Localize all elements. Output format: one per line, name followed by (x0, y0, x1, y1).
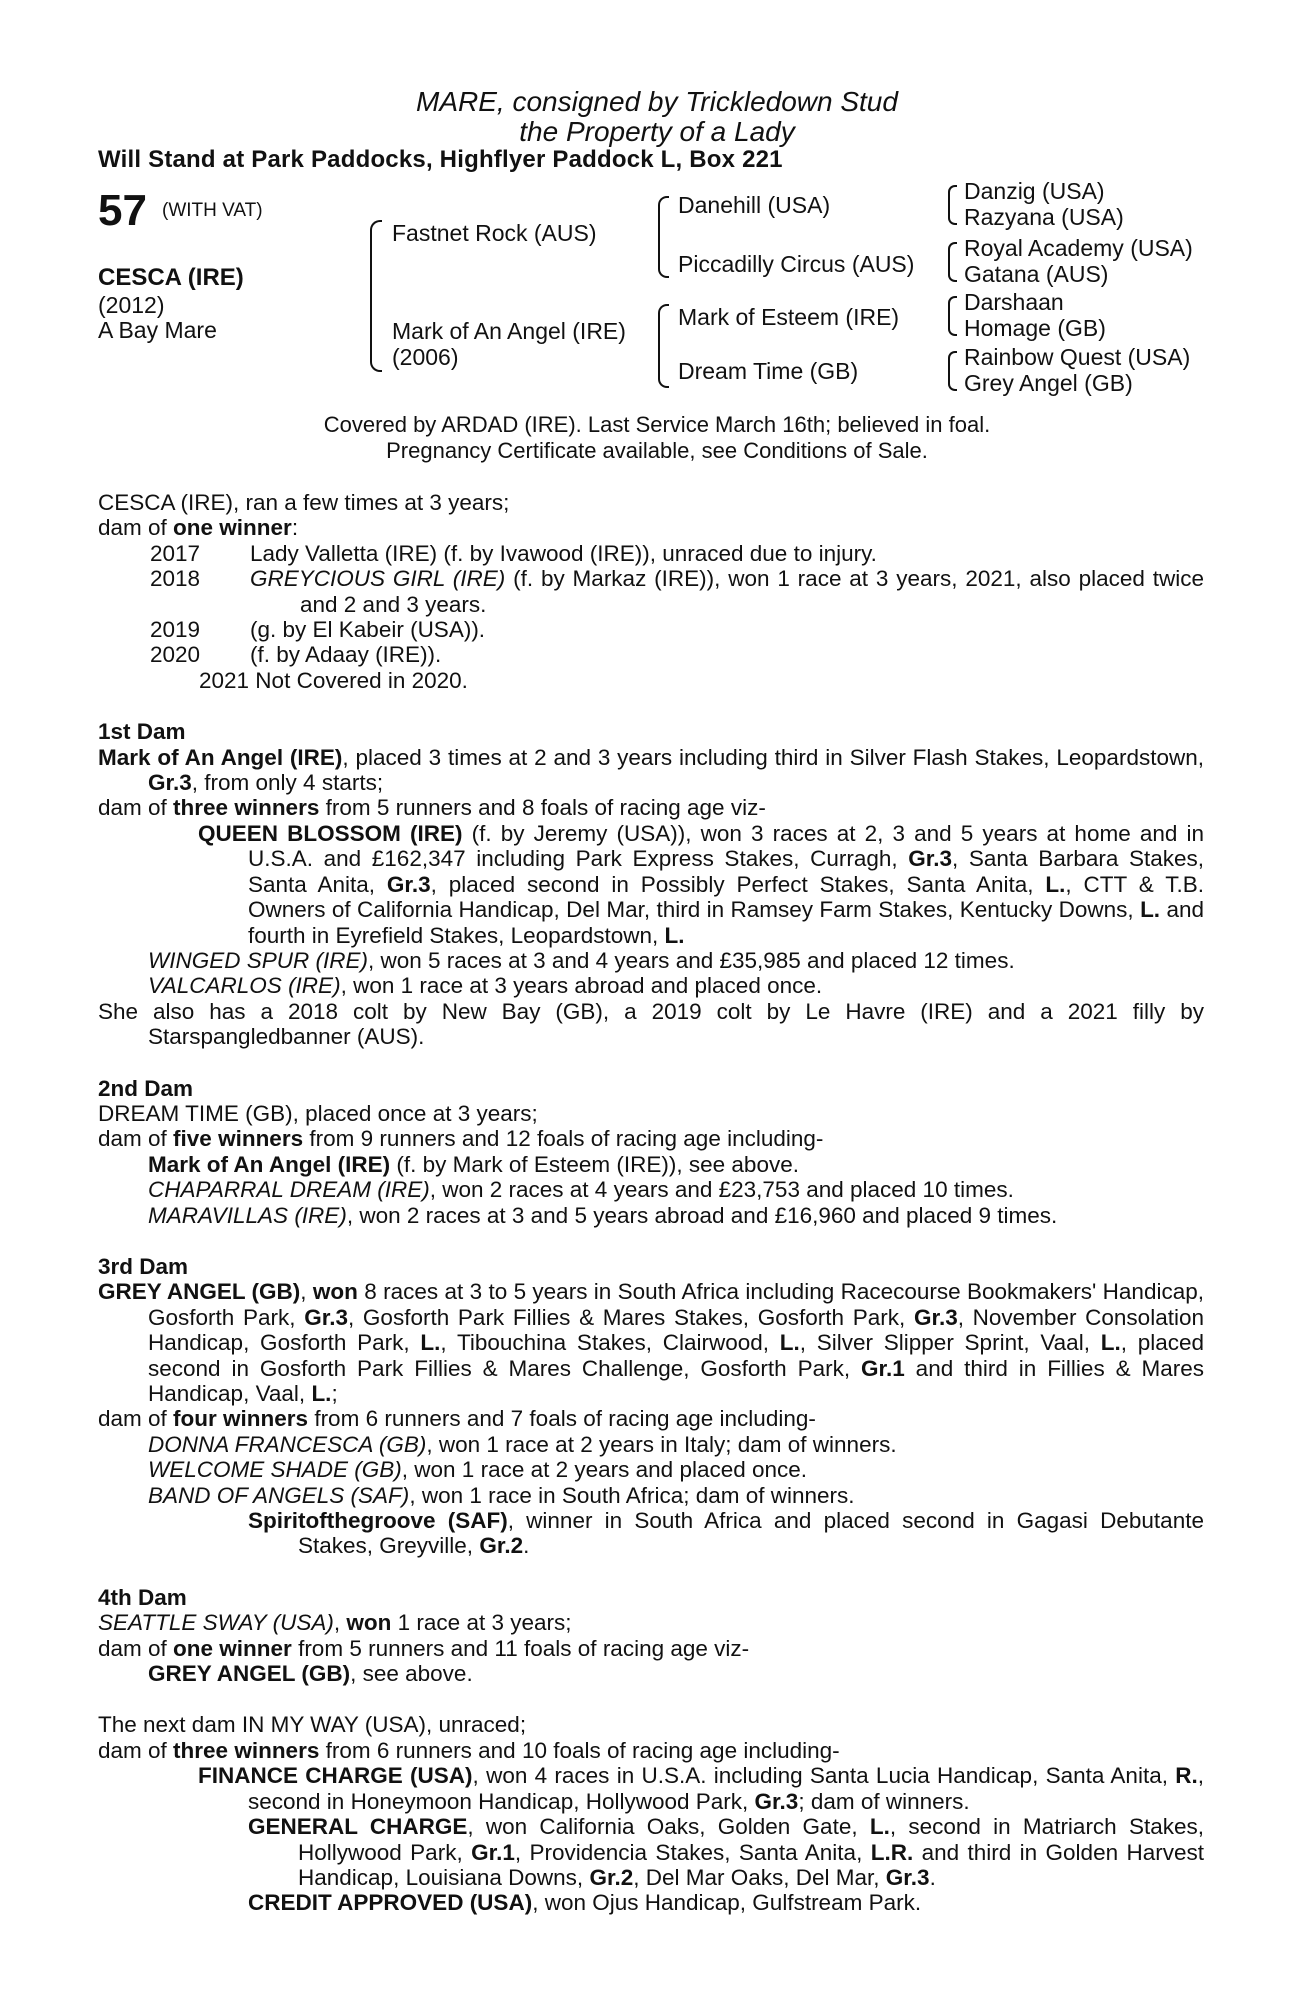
nextdam-finance-charge: FINANCE CHARGE (USA), won 4 races in U.S.A. including Santa Lucia Handicap, Santa Anita, R., second in Honeymoon Handicap, Hollywood Park, Gr.3; dam of winners. (198, 1763, 1204, 1814)
covering-line-2: Pregnancy Certificate available, see Conditions of Sale. (386, 438, 928, 463)
brace-sire (658, 196, 669, 278)
dam1-title: 1st Dam (98, 719, 186, 745)
race-record (98, 490, 1204, 1916)
produce-2017: 2017 Lady Valletta (IRE) (f. by Ivawood (IRE)), unraced due to injury. (150, 540, 877, 566)
dam1-winged-spur: WINGED SPUR (IRE), won 5 races at 3 and 4 years and £35,985 and placed 12 times. (148, 947, 1015, 973)
nextdam-intro: The next dam IN MY WAY (USA), unraced; (98, 1712, 527, 1738)
dam4-title: 4th Dam (98, 1584, 187, 1610)
not-covered: 2021 Not Covered in 2020. (199, 667, 468, 693)
brace-main (370, 220, 382, 372)
property-line: the Property of a Lady (519, 116, 795, 147)
pedigree-sire: Fastnet Rock (AUS) (392, 220, 597, 246)
nextdam-general-charge: GENERAL CHARGE, won California Oaks, Golden Gate, L., second in Matriarch Stakes, Hollywood Park, Gr.1, Providencia Stakes, Santa Anita, L.R. and third in Golden Harvest Handicap, Louisiana Downs, Gr.2, Del Mar Oaks, Del Mar, Gr.3. (248, 1814, 1204, 1890)
nextdam-credit-approved: CREDIT APPROVED (USA), won Ojus Handicap, Gulfstream Park. (248, 1890, 922, 1916)
dam1-queen-blossom: QUEEN BLOSSOM (IRE) (f. by Jeremy (USA)), won 3 races at 2, 3 and 5 years at home and in U.S.A. and £162,347 including Park Express Stakes, Curragh, Gr.3, Santa Barbara Stakes, Santa Anita, Gr.3, placed second in Possibly Perfect Stakes, Santa Anita, L., CTT & T.B. Owners of California Handicap, Del Mar, third in Ramsey Farm Stakes, Kentucky Downs, L. and fourth in Eyrefield Stakes, Leopardstown, L. (198, 820, 1205, 948)
dam3-spiritofthegroove: Spiritofthegroove (SAF), winner in South Africa and placed second in Gagasi Debutante Stakes, Greyville, Gr.2. (248, 1508, 1204, 1559)
dam4-dam-of: dam of one winner from 5 runners and 11 foals of racing age viz- (98, 1635, 750, 1661)
record-intro: CESCA (IRE), ran a few times at 3 years; (98, 490, 510, 515)
dam3-record: GREY ANGEL (GB), won 8 races at 3 to 5 years in South Africa including Racecourse Bookmakers' Handicap, Gosforth Park, Gr.3, Gosforth Park Fillies & Mares Stakes, Gosforth Park, Gr.3, November Consolation Handicap, Gosforth Park, L., Tibouchina Stakes, Clairwood, L., Silver Slipper Sprint, Vaal, L., placed second in Gosforth Park Fillies & Mares Challenge, Gosforth Park, Gr.1 and third in Fillies & Mares Handicap, Vaal, L.; (98, 1279, 1205, 1406)
pedigree-dam-dam: Dream Time (GB) (678, 358, 859, 384)
horse-year: (2012) (98, 292, 165, 318)
dam3-band-of-angels: BAND OF ANGELS (SAF), won 1 race in South Africa; dam of winners. (148, 1482, 855, 1508)
pedigree-ddd: Grey Angel (GB) (964, 370, 1133, 396)
horse-name: CESCA (IRE) (98, 264, 244, 291)
pedigree-dss: Darshaan (964, 289, 1064, 315)
dam2-dam-of: dam of five winners from 9 runners and 12 foals of racing age including- (98, 1126, 824, 1152)
dam1-valcarlos: VALCARLOS (IRE), won 1 race at 3 years abroad and placed once. (148, 973, 823, 999)
lot-number: 57 (98, 186, 147, 235)
consignor-line: MARE, consigned by Trickledown Stud (416, 86, 898, 117)
pedigree-ssd: Razyana (USA) (964, 204, 1124, 230)
dam1-record: Mark of An Angel (IRE), placed 3 times at 2 and 3 years including third in Silver Flash Stakes, Leopardstown, Gr.3, from only 4 starts; (98, 744, 1204, 796)
pedigree-sss: Danzig (USA) (964, 178, 1105, 204)
dam3-dam-of: dam of four winners from 6 runners and 7 foals of racing age including- (98, 1406, 816, 1432)
brace-ss (948, 185, 957, 225)
dam2-mark-of-an-angel: Mark of An Angel (IRE) (f. by Mark of Esteem (IRE)), see above. (148, 1151, 799, 1177)
dam1-also: She also has a 2018 colt by New Bay (GB), a 2019 colt by Le Havre (IRE) and a 2021 filly by Starspangledbanner (AUS). (98, 998, 1204, 1050)
pedigree-sire-dam: Piccadilly Circus (AUS) (678, 251, 915, 277)
vat-note: (WITH VAT) (162, 200, 263, 221)
dam3-welcome-shade: WELCOME SHADE (GB), won 1 race at 2 years and placed once. (148, 1457, 808, 1483)
brace-ds (948, 296, 957, 336)
brace-sd (948, 242, 957, 282)
pedigree-sire-sire: Danehill (USA) (678, 192, 831, 218)
produce-2018: 2018 GREYCIOUS GIRL (IRE) (f. by Markaz (IRE)), won 1 race at 3 years, 2021, also placed twice and 2 and 3 years. (150, 566, 1204, 617)
produce-2020: 2020 (f. by Adaay (IRE)). (150, 642, 442, 668)
dam2-intro: DREAM TIME (GB), placed once at 3 years; (98, 1100, 538, 1126)
pedigree-dam-year: (2006) (392, 344, 459, 370)
dam2-title: 2nd Dam (98, 1075, 194, 1101)
brace-dam (658, 304, 669, 388)
produce-2019: 2019 (g. by El Kabeir (USA)). (150, 617, 486, 643)
pedigree-dds: Rainbow Quest (USA) (964, 344, 1191, 370)
pedigree-sds: Royal Academy (USA) (964, 235, 1193, 261)
dam4-record: SEATTLE SWAY (USA), won 1 race at 3 years; (98, 1610, 572, 1636)
pedigree-sdd: Gatana (AUS) (964, 261, 1109, 287)
dam3-donna-francesca: DONNA FRANCESCA (GB), won 1 race at 2 years in Italy; dam of winners. (148, 1431, 897, 1457)
horse-description: A Bay Mare (98, 317, 217, 343)
record-dam-of: dam of one winner: (98, 515, 299, 541)
dam3-title: 3rd Dam (98, 1253, 189, 1279)
dam4-grey-angel: GREY ANGEL (GB), see above. (148, 1661, 473, 1687)
dam1-dam-of: dam of three winners from 5 runners and 8 foals of racing age viz- (98, 795, 766, 821)
brace-dd (948, 351, 957, 391)
pedigree-dam: Mark of An Angel (IRE) (392, 318, 626, 344)
dam2-chaparral-dream: CHAPARRAL DREAM (IRE), won 2 races at 4 years and £23,753 and placed 10 times. (148, 1177, 1014, 1203)
stand-location: Will Stand at Park Paddocks, Highflyer Paddock L, Box 221 (98, 146, 783, 173)
nextdam-dam-of: dam of three winners from 6 runners and 10 foals of racing age including- (98, 1737, 840, 1763)
pedigree-dsd: Homage (GB) (964, 315, 1106, 341)
covering-line-1: Covered by ARDAD (IRE). Last Service March 16th; believed in foal. (323, 412, 991, 437)
pedigree-dam-sire: Mark of Esteem (IRE) (678, 304, 900, 330)
dam2-maravillas: MARAVILLAS (IRE), won 2 races at 3 and 5 years abroad and £16,960 and placed 9 times. (148, 1202, 1058, 1228)
